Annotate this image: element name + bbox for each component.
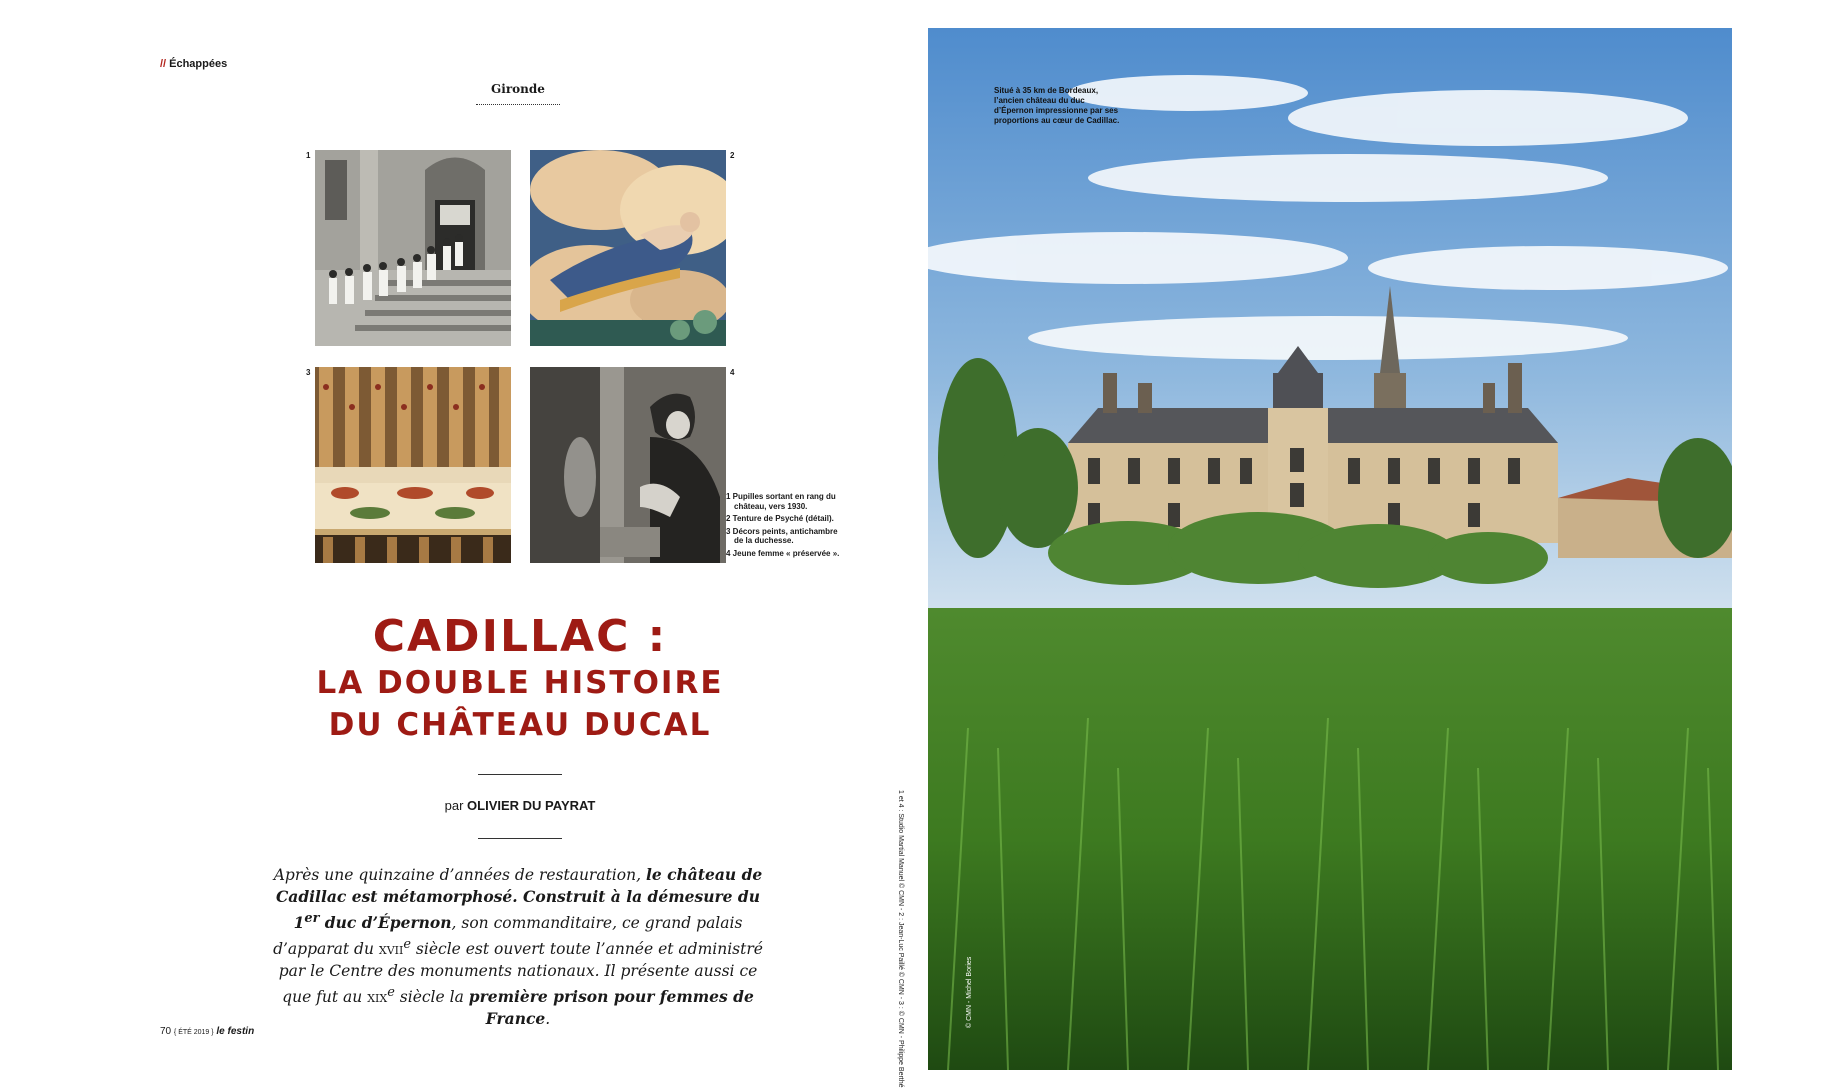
intro-century-2: xix [367,988,388,1007]
intro-text-4: siècle la [394,988,469,1007]
photo-legend [726,492,846,561]
photo-2-number: 2 [730,151,735,160]
photo-2-tapestry [530,150,726,346]
intro-century-1: xvii [378,940,404,959]
intro-bold-1-sup: er [304,911,320,926]
title-line-2: LA DOUBLE HISTOIRE [316,665,724,701]
legend-item-1: 1 Pupilles sortant en rang du château, vers 1930. [726,492,836,511]
section-name: Échappées [169,58,228,70]
intro-century-1-sup: e [403,937,411,953]
legend-item-4: 4 Jeune femme « préservée ». [726,548,840,558]
title-rule-bottom [478,838,562,839]
intro-century-2-sup: e [387,985,395,1001]
byline-author: OLIVIER DU PAYRAT [467,798,596,813]
photo-3-number: 3 [306,368,311,377]
intro-bold-1-text: le château de Cadillac est métamorphosé. Construit à la démesure du 1 [275,865,763,933]
page-number: 70 [160,1026,172,1037]
intro-bold-2: première prison pour femmes de France [468,987,754,1029]
section-slashes: // [160,58,167,70]
intro-paragraph [268,864,768,1030]
photo-4-number: 4 [730,368,735,377]
byline-prefix: par [444,798,464,813]
chateau-photo-caption: Situé à 35 km de Bordeaux, l’ancien château du duc d’Épernon impressionne par ses proportions au cœur de Cadillac. [994,86,1120,125]
intro-bold-1-end: duc d’Épernon [319,913,452,933]
photo-1-number: 1 [306,151,311,160]
intro-text-2: , son commanditaire, ce grand palais d’apparat du [273,914,743,959]
legend-item-3: 3 Décors peints, antichambre de la duchesse. [726,526,838,545]
legend-item-2: 2 Tenture de Psyché (détail). [726,514,834,523]
title-rule-top [478,774,562,775]
folio [160,1026,254,1037]
title-line-3: DU CHÂTEAU DUCAL [328,707,712,743]
title-line-1: CADILLAC : [372,611,668,662]
issue-label: { ÉTÉ 2019 } [173,1029,214,1036]
photo-credits-left: 1 et 4 : Studio Martial Manuel © CMN - 2 : Jean-Luc Paillé © CMN - 3 : © CMN - Philippe Berthé [897,790,904,1088]
photo-1-courtyard [315,150,511,346]
intro-text-3: siècle est ouvert toute l’année et administré par le Centre des monuments nationaux. Il présente aussi ce que fut au [278,940,763,1007]
section-tag [160,58,227,70]
intro-text-1: Après une quinzaine d’années de restauration, [273,866,646,884]
photo-3-painted-ceiling [315,367,511,563]
region-divider [476,104,560,105]
intro-text-5: . [545,1010,551,1029]
photo-4-young-woman [530,367,726,563]
article-title [250,612,790,746]
photo-credit-right: © CMN - Michel Bories [966,956,973,1028]
magazine-name: le festin [216,1026,255,1037]
region-label: Gironde [491,82,545,96]
chateau-photo [928,28,1732,1070]
byline [400,798,640,813]
